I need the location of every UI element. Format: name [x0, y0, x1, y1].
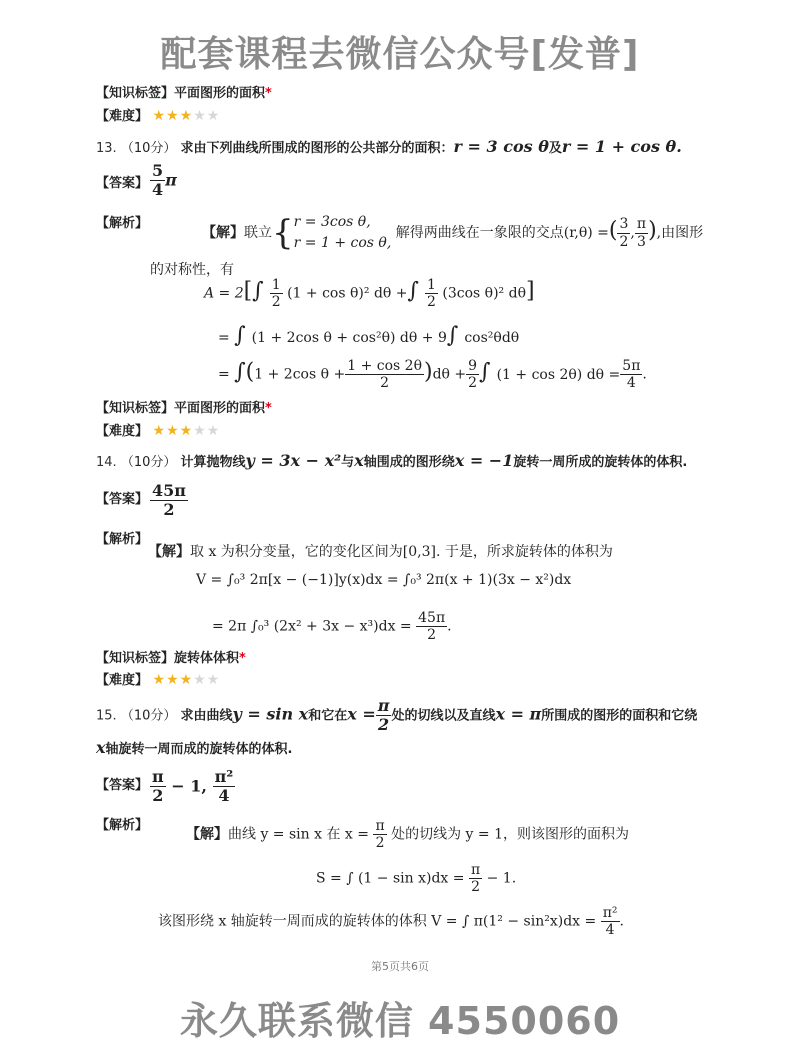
- question-15-line2: x轴旋转一周而成的旋转体的体积.: [96, 738, 293, 757]
- rating-stars-icon: ★★★★★: [152, 108, 221, 124]
- difficulty-3: 【难度】 ★★★★★: [96, 672, 221, 688]
- solution-14-line3: = 2π ∫₀³ (2x² + 3x − x³)dx = $\frac{45\pi}{2}$ .: [212, 610, 452, 644]
- knowledge-tag-2: 【知识标签】平面图形的面积*: [96, 401, 272, 416]
- analysis-label-15: 【解析】: [96, 818, 149, 833]
- question-15-line1: 15. （10分） 求由曲线y = sin x和它在x = $\frac{\pi}{2}$ 处的切线以及直线x = π所围成的图形的面积和它绕: [96, 696, 698, 735]
- page-footer: 第5页共6页: [371, 960, 429, 973]
- question-14: 14. （10分） 计算抛物线y = 3x − x²与x轴围成的图形绕x = −1旋转一周所成的旋转体的体积.: [96, 451, 688, 470]
- question-13: 13. （10分） 求由下列曲线所围成的图形的公共部分的面积：r = 3 cos θ及r = 1 + cos θ.: [96, 137, 682, 156]
- answer-14: $\frac{45\pi}{2}$: [152, 481, 186, 520]
- answer-13: $\frac{5}{4}$ π: [152, 161, 177, 200]
- answer-label-14: 【答案】: [96, 492, 149, 507]
- rating-stars-icon: ★★★★★: [152, 423, 221, 439]
- solution-13-line2: 的对称性，有: [150, 262, 234, 278]
- solution-13-line1: 【解】联立{ r = 3cos θ, r = 1 + cos θ, 解得两曲线在一象限的交点(r,θ) =( $\frac{3}{2}$ , $\frac{\pi}{3}$ ),由图形: [202, 213, 704, 253]
- solution-13-line3: A = 2[∫ $\frac{1}{2}$ (1 + cos θ)² dθ +∫ $\frac{1}{2}$ (3cos θ)² dθ]: [204, 277, 535, 311]
- solution-15-line2: S = ∫ (1 − sin x)dx = $\frac{\pi}{2}$ − 1.: [316, 862, 517, 896]
- difficulty-1: 【难度】 ★★★★★: [96, 108, 221, 124]
- solution-14-line1: 【解】取 x 为积分变量，它的变化区间为[0,3]. 于是，所求旋转体的体积为: [148, 544, 613, 560]
- watermark-top: 配套课程去微信公众号[发普]: [160, 34, 640, 75]
- watermark-bottom: 永久联系微信 4550060: [179, 999, 621, 1043]
- solution-15-line1: 【解】曲线 y = sin x 在 x = $\frac{\pi}{2}$ 处的切线为 y = 1，则该图形的面积为: [186, 818, 630, 852]
- answer-label-15: 【答案】: [96, 778, 149, 793]
- knowledge-tag-1: 【知识标签】平面图形的面积*: [96, 86, 272, 101]
- solution-15-line3: 该图形绕 x 轴旋转一周而成的旋转体的体积 V = ∫ π(1² − sin²x)dx = $\frac{\text{π²}}{4}$ .: [158, 905, 624, 939]
- solution-13-line5: = ∫(1 + 2cos θ + $\frac{1 + \cos 2\theta}{2}$ )dθ + $\frac{9}{2}$ ∫ (1 + cos 2θ) dθ = $\frac{5\pi}{4}$ .: [218, 358, 647, 392]
- difficulty-2: 【难度】 ★★★★★: [96, 423, 221, 439]
- knowledge-tag-3: 【知识标签】旋转体体积*: [96, 651, 246, 666]
- rating-stars-icon: ★★★★★: [152, 672, 221, 688]
- solution-14-line2: V = ∫₀³ 2π[x − (−1)]y(x)dx = ∫₀³ 2π(x + 1)(3x − x²)dx: [196, 572, 572, 588]
- answer-15: $\frac{\pi}{2}$ − 1, $\frac{\text{π²}}{4}$: [152, 767, 234, 806]
- analysis-label-13: 【解析】: [96, 216, 149, 231]
- solution-13-line4: = ∫ (1 + 2cos θ + cos²θ) dθ + 9∫ cos²θdθ: [218, 323, 520, 348]
- analysis-label-14: 【解析】: [96, 532, 149, 547]
- answer-label-13: 【答案】: [96, 176, 149, 191]
